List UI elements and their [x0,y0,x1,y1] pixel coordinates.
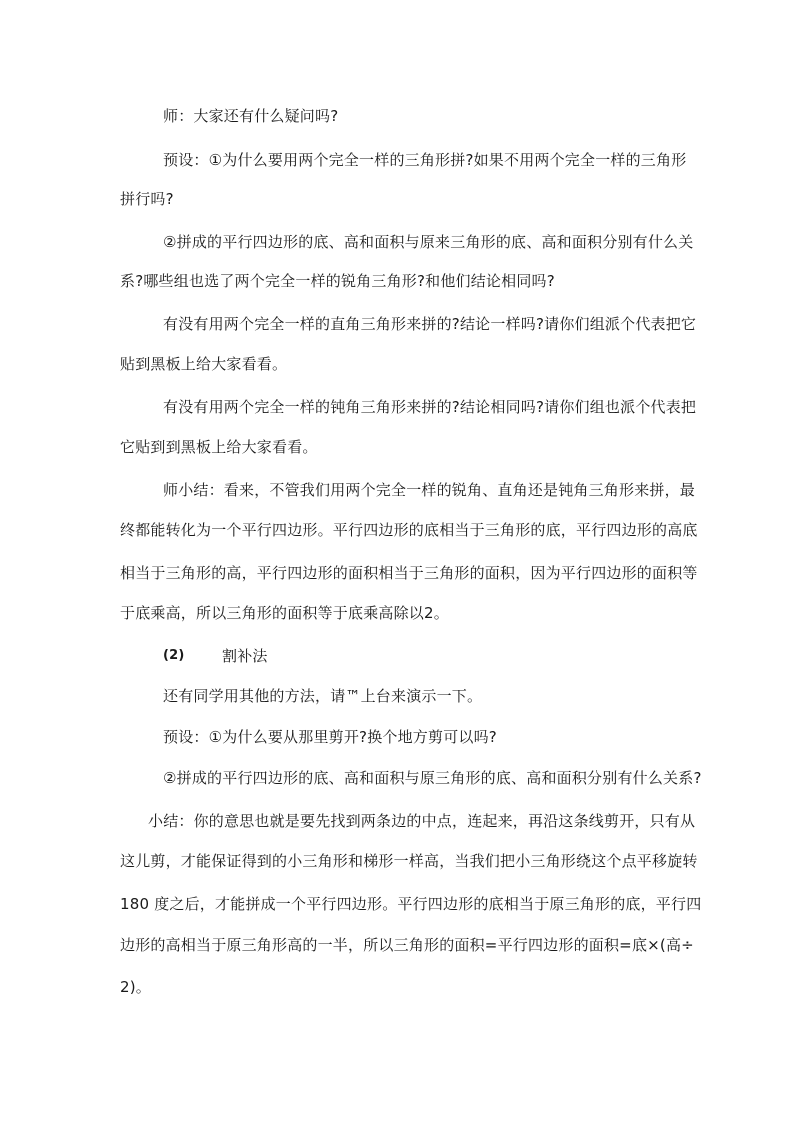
paragraph-line: ②拼成的平行四边形的底、高和面积与原来三角形的底、高和面积分别有什么关 [163,233,694,251]
paragraph-line: 小结：你的意思也就是要先找到两条边的中点，连起来，再沿这条线剪开，只有从 [148,812,696,830]
section-title: 割补法 [222,647,268,665]
paragraph-line: 预设：①为什么要用两个完全一样的三角形拼?如果不用两个完全一样的三角形 [163,151,687,169]
paragraph-line: 边形的高相当于原三角形高的一半，所以三角形的面积=平行四边形的面积=底×(高÷ [120,936,694,954]
section-number: (2) [163,648,185,663]
paragraph-line: 2)。 [120,978,151,996]
paragraph-line: 贴到黑板上给大家看看。 [120,355,288,373]
paragraph-line: 还有同学用其他的方法，请™上台来演示一下。 [163,687,483,705]
paragraph-line: 于底乘高，所以三角形的面积等于底乘高除以2。 [120,604,449,622]
paragraph-line: ②拼成的平行四边形的底、高和面积与原三角形的底、高和面积分别有什么关系? [163,769,702,787]
paragraph-line: 它贴到到黑板上给大家看看。 [120,438,318,456]
paragraph-line: 180 度之后，才能拼成一个平行四边形。平行四边形的底相当于原三角形的底，平行四 [120,895,702,913]
paragraph-line: 有没有用两个完全一样的直角三角形来拼的?结论一样吗?请你们组派个代表把它 [163,315,697,333]
paragraph-line: 拼行吗? [120,190,174,208]
paragraph-line: 师小结：看来，不管我们用两个完全一样的锐角、直角还是钝角三角形来拼，最 [163,481,696,499]
paragraph-line: 师：大家还有什么疑问吗? [163,107,339,125]
paragraph-line: 这儿剪，才能保证得到的小三角形和梯形一样高，当我们把小三角形绕这个点平移旋转 [120,852,698,870]
paragraph-line: 终都能转化为一个平行四边形。平行四边形的底相当于三角形的底，平行四边形的高底 [120,521,698,539]
paragraph-line: 有没有用两个完全一样的钝角三角形来拼的?结论相同吗?请你们组也派个代表把 [163,398,697,416]
paragraph-line: 系?哪些组也选了两个完全一样的锐角三角形?和他们结论相同吗? [120,272,555,290]
paragraph-line: 预设：①为什么要从那里剪开?换个地方剪可以吗? [163,728,497,746]
paragraph-line: 相当于三角形的高，平行四边形的面积相当于三角形的面积，因为平行四边形的面积等 [120,564,698,582]
